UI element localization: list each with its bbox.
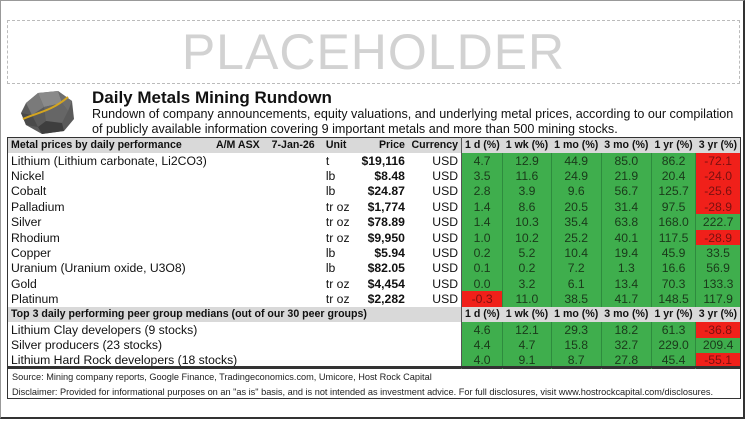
col-1yr: 1 yr (%) xyxy=(654,139,693,152)
metal-mo3: 85.0 xyxy=(601,153,651,168)
metal-currency: USD xyxy=(408,230,462,245)
peer-col-1d: 1 d (%) xyxy=(465,308,500,321)
peer-d1: 4.0 xyxy=(462,353,503,368)
metal-mo3: 31.4 xyxy=(601,199,651,214)
metal-name: Cobalt xyxy=(11,184,47,199)
metal-wk1: 11.6 xyxy=(503,168,551,183)
metal-d1: 1.0 xyxy=(462,230,503,245)
metal-unit: tr oz xyxy=(325,276,350,291)
metal-row xyxy=(8,261,741,276)
metal-mo1: 35.4 xyxy=(551,214,601,229)
metal-wk1: 10.3 xyxy=(503,214,551,229)
metal-name: Silver xyxy=(11,215,42,230)
metal-wk1: 10.2 xyxy=(503,230,551,245)
peer-yr3: 209.4 xyxy=(696,338,741,353)
metal-row xyxy=(8,276,741,291)
footer xyxy=(7,366,741,399)
peer-row xyxy=(8,338,741,353)
peer-col-1yr: 1 yr (%) xyxy=(654,308,693,321)
metal-yr3: -72.1 xyxy=(696,153,741,168)
metal-wk1: 12.9 xyxy=(503,153,551,168)
metal-wk1: 11.0 xyxy=(503,291,551,306)
metal-row xyxy=(8,230,741,245)
metal-yr1: 20.4 xyxy=(651,168,695,183)
peer-title: Top 3 daily performing peer group medians (out of our 30 peer groups) xyxy=(8,307,462,322)
metal-unit: tr oz xyxy=(325,230,350,245)
peer-mo3: 27.8 xyxy=(601,353,651,368)
metal-price: $9,950 xyxy=(367,230,405,245)
metal-name: Rhodium xyxy=(11,230,60,245)
peer-name: Silver producers (23 stocks) xyxy=(8,338,462,353)
metal-unit: lb xyxy=(325,168,336,183)
metal-mo1: 7.2 xyxy=(551,261,601,276)
metal-row xyxy=(8,214,741,229)
peer-wk1: 4.7 xyxy=(503,338,551,353)
metal-mo3: 13.4 xyxy=(601,276,651,291)
metal-wk1: 0.2 xyxy=(503,261,551,276)
peer-name: Lithium Clay developers (9 stocks) xyxy=(8,322,462,337)
metal-price: $1,774 xyxy=(367,199,405,214)
peer-name: Lithium Hard Rock developers (18 stocks) xyxy=(8,353,462,368)
placeholder-text: PLACEHOLDER xyxy=(181,24,566,80)
metal-yr3: -24.0 xyxy=(696,168,741,183)
metals-table xyxy=(7,137,741,369)
metal-d1: 0.2 xyxy=(462,245,503,260)
metal-yr3: 56.9 xyxy=(696,261,741,276)
metal-name: Gold xyxy=(11,276,37,291)
peer-d1: 4.4 xyxy=(462,338,503,353)
peer-yr1: 229.0 xyxy=(651,338,695,353)
metal-d1: 4.7 xyxy=(462,153,503,168)
peer-wk1: 12.1 xyxy=(503,322,551,337)
peer-header-row xyxy=(8,307,741,322)
peer-col-3mo: 3 mo (%) xyxy=(604,308,649,321)
peer-yr3: -55.1 xyxy=(696,353,741,368)
metal-name: Uranium (Uranium oxide, U3O8) xyxy=(11,261,186,276)
date-label: 7-Jan-26 xyxy=(271,139,315,152)
metal-unit: tr oz xyxy=(325,199,350,214)
metal-mo3: 41.7 xyxy=(601,291,651,306)
source-text: Source: Mining company reports, Google Finance, Tradingeconomics.com, Umicore, Host Rock Capital xyxy=(12,372,432,382)
col-3yr: 3 yr (%) xyxy=(698,139,737,152)
metal-row xyxy=(8,245,741,260)
metal-mo1: 38.5 xyxy=(551,291,601,306)
metal-currency: USD xyxy=(408,214,462,229)
peer-mo3: 18.2 xyxy=(601,322,651,337)
metal-price: $82.05 xyxy=(367,261,405,276)
metal-d1: -0.3 xyxy=(462,291,503,306)
metal-currency: USD xyxy=(408,168,462,183)
metal-mo3: 63.8 xyxy=(601,214,651,229)
metal-yr1: 70.3 xyxy=(651,276,695,291)
metal-name: Palladium xyxy=(11,199,65,214)
metal-row xyxy=(8,168,741,183)
col-currency: Currency xyxy=(408,138,462,153)
metal-d1: 0.0 xyxy=(462,276,503,291)
metal-mo1: 10.4 xyxy=(551,245,601,260)
metal-unit: tr oz xyxy=(325,215,350,230)
peer-col-1wk: 1 wk (%) xyxy=(505,308,549,321)
metal-row xyxy=(8,199,741,214)
metal-name: Nickel xyxy=(11,168,45,183)
metal-mo3: 19.4 xyxy=(601,245,651,260)
col-1mo: 1 mo (%) xyxy=(554,139,599,152)
metal-name: Copper xyxy=(11,245,51,260)
metal-name: Lithium (Lithium carbonate, Li2CO3) xyxy=(11,153,207,168)
disclaimer-text: Disclaimer: Provided for informational purposes on an "as is" basis, and is not intended as investment advice. For full disclosures, visit www.hostrockcapital.com/disclosures. xyxy=(12,387,713,397)
metal-wk1: 5.2 xyxy=(503,245,551,260)
metal-unit: lb xyxy=(325,184,336,199)
metal-unit: lb xyxy=(325,245,336,260)
col-unit: Unit xyxy=(325,139,347,152)
metal-unit: t xyxy=(325,153,330,168)
metal-mo1: 6.1 xyxy=(551,276,601,291)
metal-d1: 0.1 xyxy=(462,261,503,276)
metal-currency: USD xyxy=(408,184,462,199)
page-title: Daily Metals Mining Rundown xyxy=(92,88,332,107)
metal-price: $4,454 xyxy=(367,276,405,291)
metal-currency: USD xyxy=(408,261,462,276)
metal-yr3: 117.9 xyxy=(696,291,741,306)
metal-price: $78.89 xyxy=(367,215,405,230)
metal-yr1: 117.5 xyxy=(651,230,695,245)
metal-mo1: 9.6 xyxy=(551,184,601,199)
metal-yr1: 168.0 xyxy=(651,214,695,229)
metal-yr3: 133.3 xyxy=(696,276,741,291)
metal-d1: 3.5 xyxy=(462,168,503,183)
peer-mo1: 15.8 xyxy=(551,338,601,353)
session-label: A/M ASX xyxy=(215,139,260,152)
peer-mo1: 8.7 xyxy=(551,353,601,368)
metal-mo1: 25.2 xyxy=(551,230,601,245)
metal-name: Platinum xyxy=(11,292,59,307)
col-price: Price xyxy=(378,139,405,152)
metal-mo1: 44.9 xyxy=(551,153,601,168)
peer-yr1: 45.4 xyxy=(651,353,695,368)
metal-mo1: 24.9 xyxy=(551,168,601,183)
metal-mo3: 40.1 xyxy=(601,230,651,245)
metal-mo3: 1.3 xyxy=(601,261,651,276)
metal-yr3: 33.5 xyxy=(696,245,741,260)
peer-yr1: 61.3 xyxy=(651,322,695,337)
metal-currency: USD xyxy=(408,199,462,214)
peer-col-1mo: 1 mo (%) xyxy=(554,308,599,321)
rock-logo-icon xyxy=(18,89,76,135)
metal-mo3: 56.7 xyxy=(601,184,651,199)
metal-currency: USD xyxy=(408,276,462,291)
metal-d1: 1.4 xyxy=(462,199,503,214)
image-placeholder xyxy=(7,20,740,84)
metal-price: $8.48 xyxy=(374,168,405,183)
metal-currency: USD xyxy=(408,291,462,306)
metal-price: $5.94 xyxy=(374,245,405,260)
col-1wk: 1 wk (%) xyxy=(505,139,549,152)
peer-wk1: 9.1 xyxy=(503,353,551,368)
metal-mo3: 21.9 xyxy=(601,168,651,183)
metal-price: $19,116 xyxy=(361,153,405,168)
metal-price: $2,282 xyxy=(367,292,405,307)
peer-mo1: 29.3 xyxy=(551,322,601,337)
metal-yr1: 86.2 xyxy=(651,153,695,168)
metal-mo1: 20.5 xyxy=(551,199,601,214)
metal-d1: 1.4 xyxy=(462,214,503,229)
metal-row xyxy=(8,153,741,168)
peer-row xyxy=(8,322,741,337)
metals-title: Metal prices by daily performance xyxy=(11,139,182,152)
col-3mo: 3 mo (%) xyxy=(604,139,649,152)
metal-yr1: 148.5 xyxy=(651,291,695,306)
metal-d1: 2.8 xyxy=(462,184,503,199)
page-subtitle: Rundown of company announcements, equity valuations, and underlying metal prices, according to our compilation of publicly available information covering 9 important metals and more than 500 mining stocks. xyxy=(92,107,734,136)
metal-unit: lb xyxy=(325,261,336,276)
metal-yr1: 97.5 xyxy=(651,199,695,214)
metals-header-row xyxy=(8,138,741,153)
metal-wk1: 8.6 xyxy=(503,199,551,214)
metal-unit: tr oz xyxy=(325,292,350,307)
metal-row xyxy=(8,184,741,199)
peer-col-3yr: 3 yr (%) xyxy=(698,308,737,321)
peer-d1: 4.6 xyxy=(462,322,503,337)
metal-yr1: 16.6 xyxy=(651,261,695,276)
metal-currency: USD xyxy=(408,153,462,168)
metal-yr3: 222.7 xyxy=(696,214,741,229)
col-1d: 1 d (%) xyxy=(465,139,500,152)
metal-currency: USD xyxy=(408,245,462,260)
metal-yr3: -28.9 xyxy=(696,199,741,214)
peer-mo3: 32.7 xyxy=(601,338,651,353)
metal-wk1: 3.2 xyxy=(503,276,551,291)
metal-wk1: 3.9 xyxy=(503,184,551,199)
metal-yr3: -25.6 xyxy=(696,184,741,199)
metal-yr1: 125.7 xyxy=(651,184,695,199)
metal-row xyxy=(8,291,741,306)
metal-yr1: 45.9 xyxy=(651,245,695,260)
metal-yr3: -28.9 xyxy=(696,230,741,245)
peer-yr3: -36.8 xyxy=(696,322,741,337)
metal-price: $24.87 xyxy=(367,184,405,199)
